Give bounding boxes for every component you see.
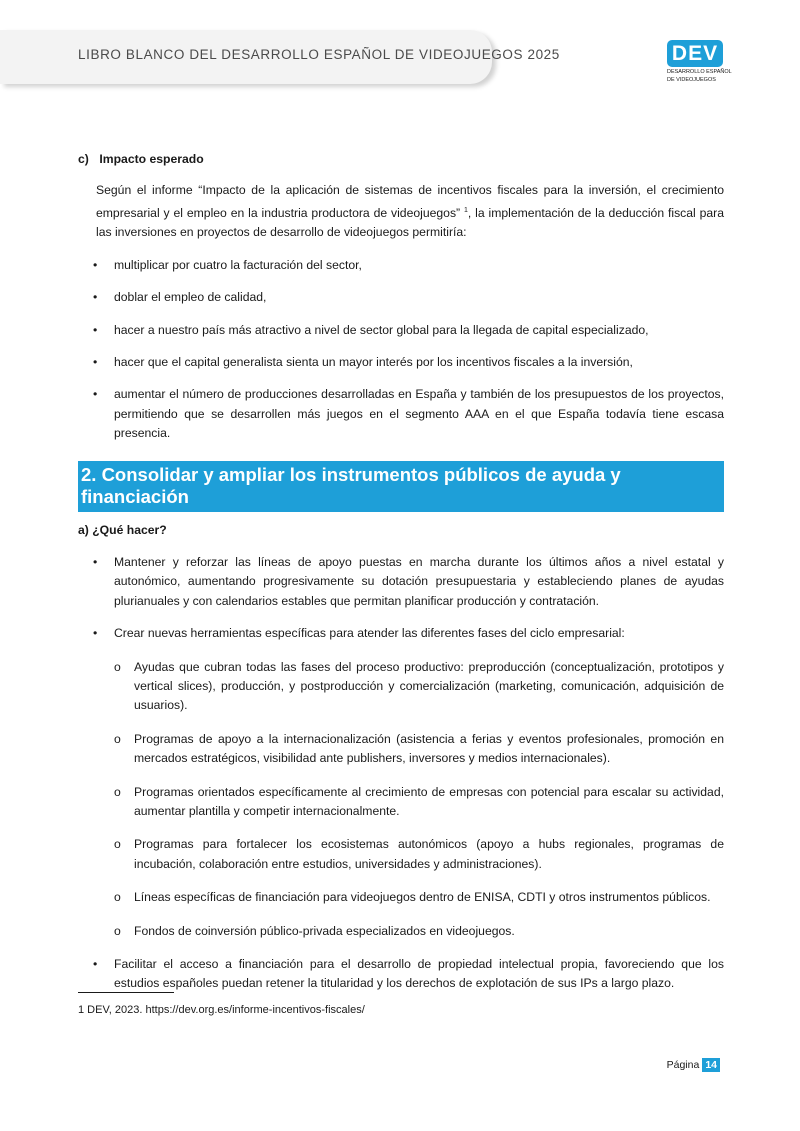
section-2a-heading: a) ¿Qué hacer?: [78, 522, 167, 537]
section-c-title: Impacto esperado: [99, 152, 204, 166]
list-item: • aumentar el número de producciones desarrolladas en España y también de los presupuestos de los proyectos, permitiendo que se desarrollen más juegos en el segmento AAA en el que España todavía tiene escasa presencia.: [78, 385, 724, 443]
list-item: • hacer que el capital generalista sienta un mayor interés por los incentivos fiscales a la inversión,: [78, 353, 724, 372]
footnote-divider: [78, 992, 174, 993]
footnote: 1 DEV, 2023. https://dev.org.es/informe-incentivos-fiscales/: [78, 1004, 365, 1016]
sub-list: [114, 658, 724, 941]
page-number: [667, 1059, 720, 1071]
sub-list-item: o Programas para fortalecer los ecosistemas autonómicos (apoyo a hubs regionales, programas de incubación, colaboración entre estudios, universidades y administraciones).: [114, 835, 724, 874]
page-label: Página: [666, 1059, 700, 1071]
list-item-text: Crear nuevas herramientas específicas para atender las diferentes fases del ciclo empresarial:: [114, 626, 625, 641]
dev-logo-mark: DEV: [667, 40, 723, 67]
dev-logo-subtitle-1: DESARROLLO ESPAÑOL: [667, 69, 732, 75]
section-c-intro: [96, 181, 724, 242]
dev-logo-subtitle-2: DE VIDEOJUEGOS: [667, 77, 716, 83]
page-content: [78, 150, 724, 1007]
dev-logo: [667, 40, 732, 83]
section-c-heading: [78, 150, 724, 169]
actions-list: [78, 553, 724, 994]
page-number-value: 14: [702, 1058, 720, 1072]
sub-list-item: o Líneas específicas de financiación para videojuegos dentro de ENISA, CDTI y otros instrumentos públicos.: [114, 888, 724, 907]
sub-list-item: o Ayudas que cubran todas las fases del proceso productivo: preproducción (conceptualización, prototipos y vertical slices), producción, y postproducción y comercialización (marketing, comunicación, adquisición de usuarios).: [114, 658, 724, 716]
impact-list: [78, 256, 724, 444]
intro-text-before: Según el informe “Impacto de la aplicación de sistemas de incentivos fiscales para la inversión, el crecimiento empresarial y el empleo en la industria productora de videojuegos”: [96, 183, 724, 220]
intro-text-after: , la implementación de la deducción fiscal para las inversiones en proyectos de desarrollo de videojuegos permitiría:: [96, 205, 725, 240]
list-item: • hacer a nuestro país más atractivo a nivel de sector global para la llegada de capital especializado,: [78, 321, 724, 340]
section-c-label: c): [78, 152, 89, 166]
sub-list-item: o Programas de apoyo a la internacionalización (asistencia a ferias y eventos profesionales, promoción en mercados estratégicos, visibilidad ante publishers, inversores y medios internacionales).: [114, 730, 724, 769]
list-item: • doblar el empleo de calidad,: [78, 288, 724, 307]
list-item: • Facilitar el acceso a financiación para el desarrollo de propiedad intelectual propia, favoreciendo que los estudios españoles puedan retener la titularidad y los derechos de explotación de sus IPs a largo plazo.: [78, 955, 724, 994]
list-item: [78, 624, 724, 941]
document-header-title: LIBRO BLANCO DEL DESARROLLO ESPAÑOL DE VIDEOJUEGOS 2025: [78, 47, 560, 62]
section-2-title: 2. Consolidar y ampliar los instrumentos públicos de ayuda y financiación: [78, 461, 724, 512]
list-item: • Mantener y reforzar las líneas de apoyo puestas en marcha durante los últimos años a nivel estatal y autonómico, aumentando progresivamente su dotación presupuestaria y estableciendo planes de ayudas plurianuales y con calendarios estables que permitan planificar producción y contratación.: [78, 553, 724, 611]
footnote-ref[interactable]: 1: [464, 206, 468, 214]
sub-list-item: o Fondos de coinversión público-privada especializados en videojuegos.: [114, 922, 724, 941]
sub-list-item: o Programas orientados específicamente al crecimiento de empresas con potencial para escalar su actividad, aumentar plantilla y competir internacionalmente.: [114, 783, 724, 822]
list-item: • multiplicar por cuatro la facturación del sector,: [78, 256, 724, 275]
